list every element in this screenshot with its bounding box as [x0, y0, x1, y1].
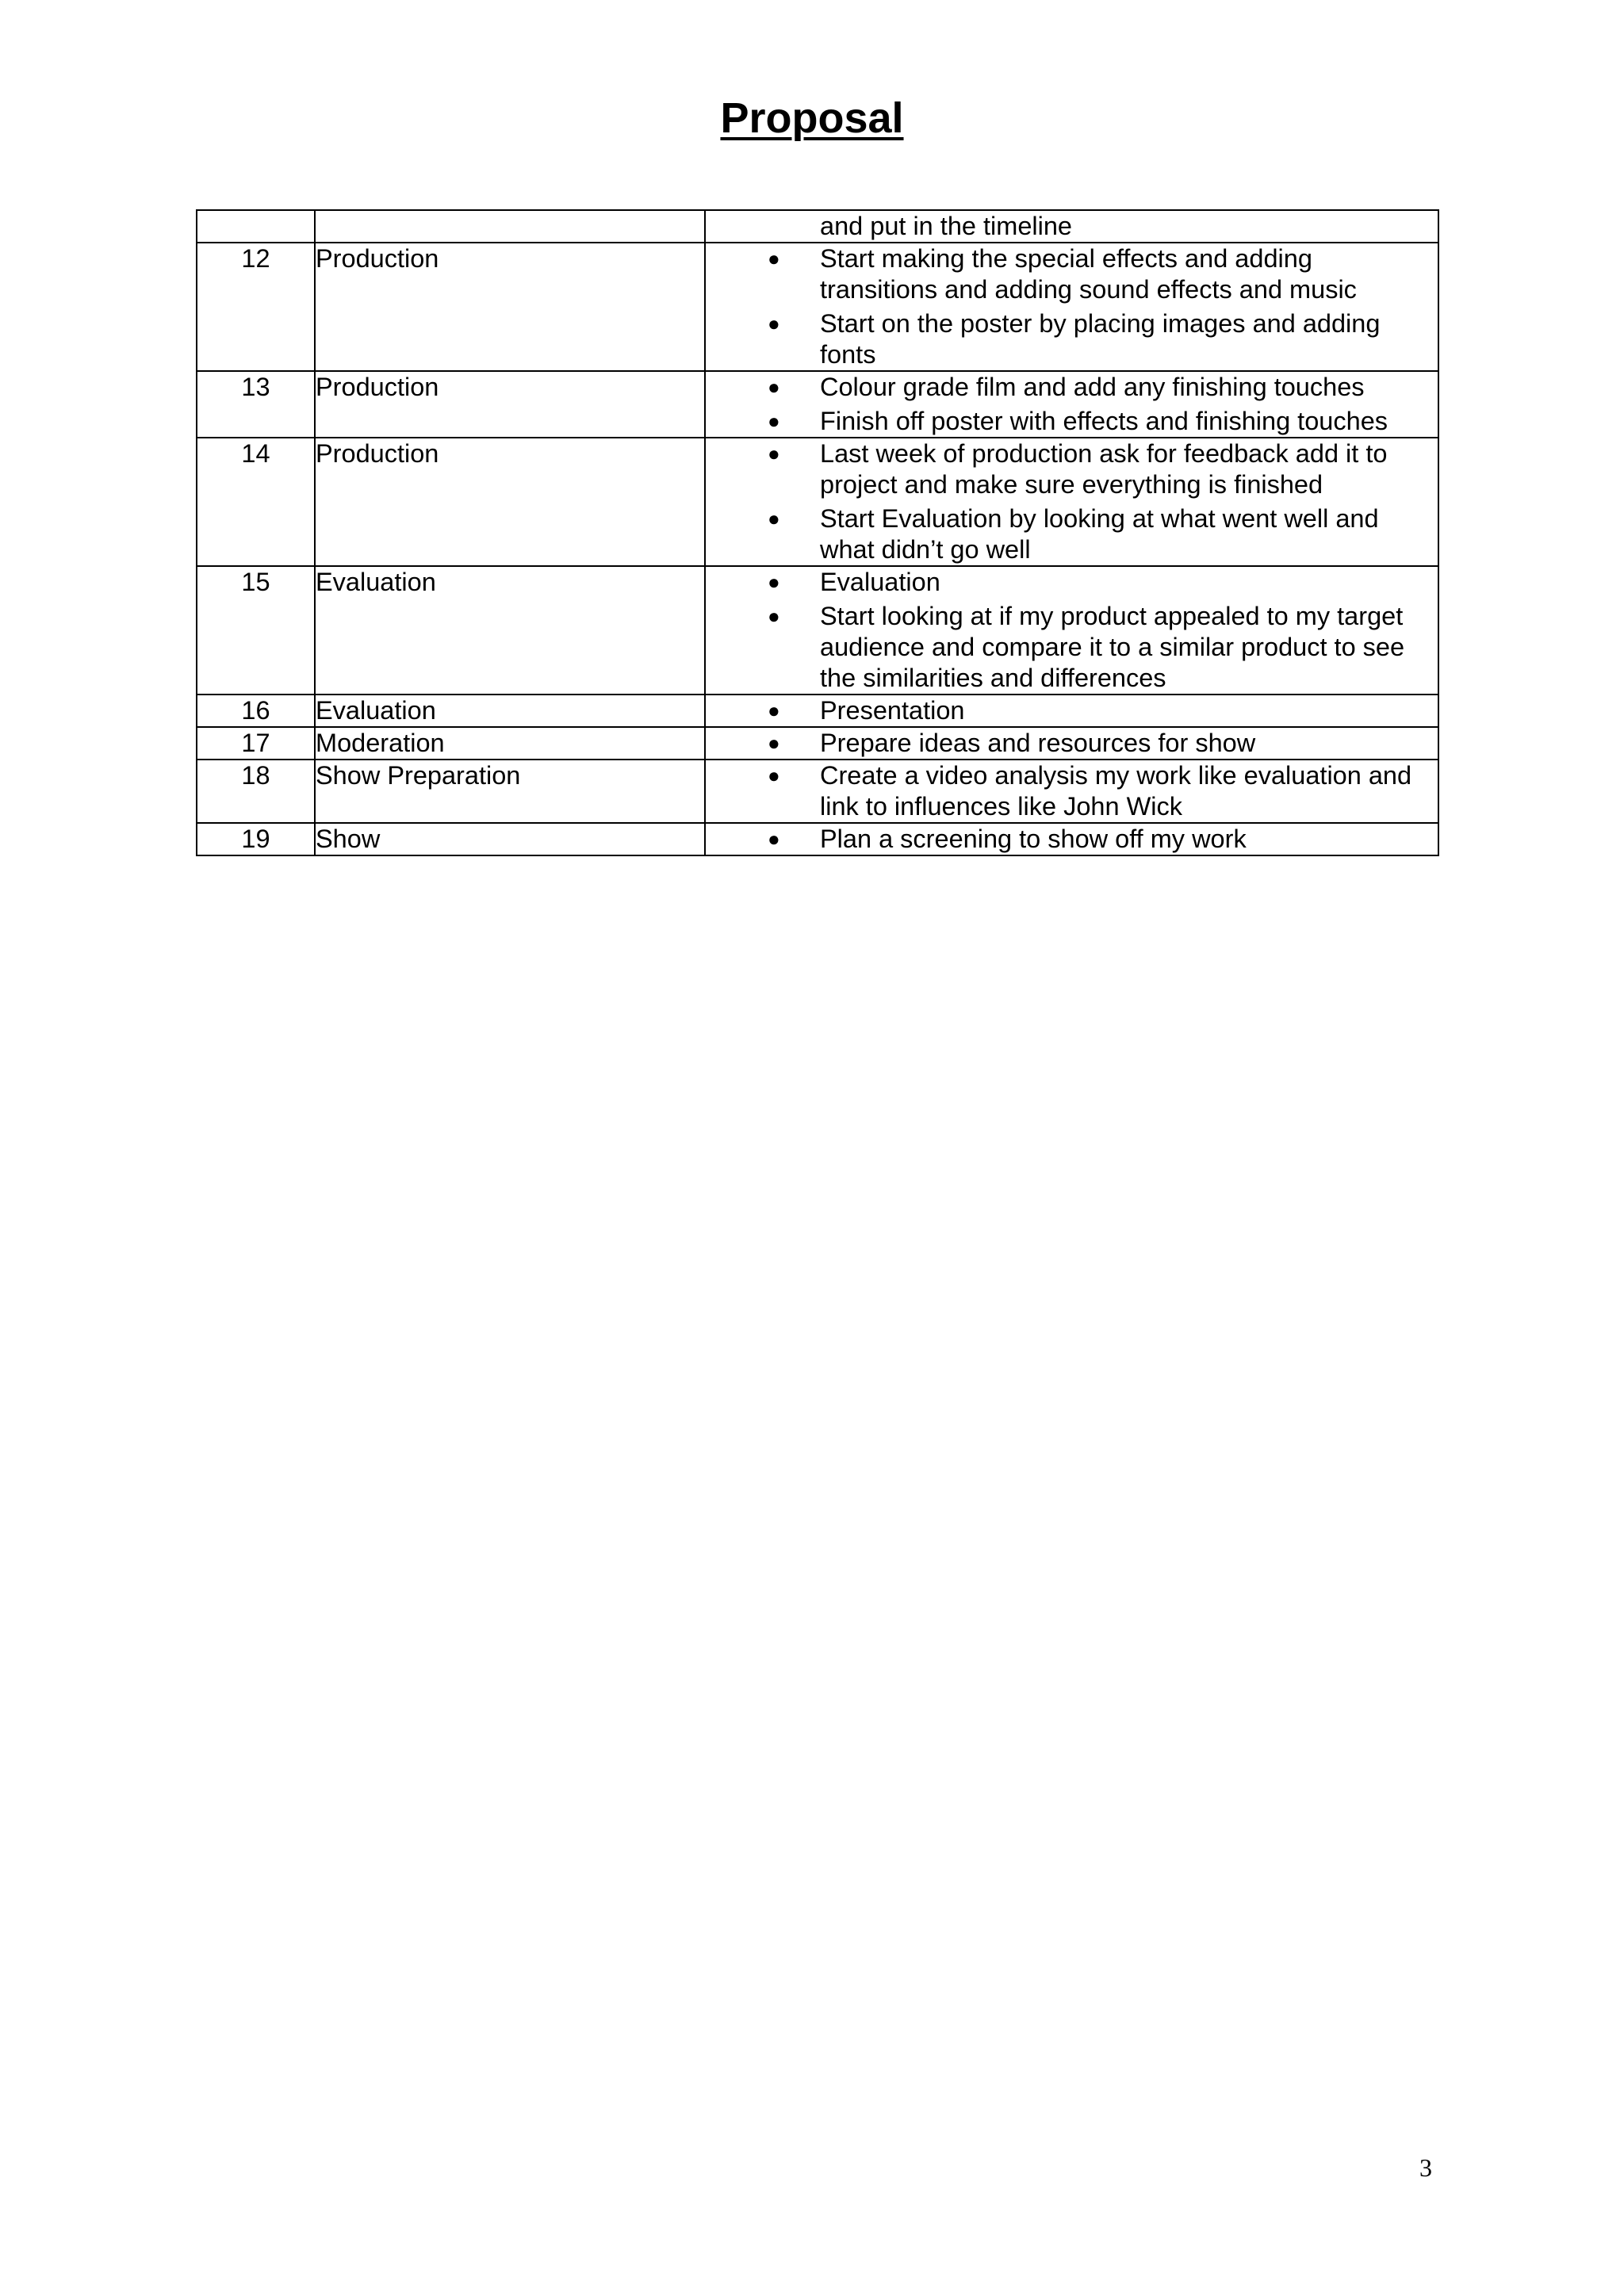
bullet-icon: ●	[768, 247, 780, 270]
week-cell	[197, 210, 315, 243]
table-row	[197, 695, 1438, 727]
task-list	[706, 728, 1438, 759]
bullet-icon: ●	[768, 698, 780, 722]
bullet-icon: ●	[768, 827, 780, 851]
table-row	[197, 438, 1438, 566]
phase-cell	[315, 210, 705, 243]
tasks-cell	[705, 760, 1438, 823]
task-text: Create a video analysis my work like evaluation and link to influences like John Wick	[820, 761, 1412, 821]
task-item	[706, 243, 1430, 305]
task-text: and put in the timeline	[820, 212, 1072, 240]
task-item	[706, 728, 1430, 759]
table-row	[197, 760, 1438, 823]
task-text: Start Evaluation by looking at what went well and what didn’t go well	[820, 504, 1379, 564]
week-cell: 14	[197, 438, 315, 566]
tasks-cell	[705, 210, 1438, 243]
page-number: 3	[1419, 2153, 1432, 2182]
task-item	[706, 601, 1430, 694]
week-cell: 19	[197, 823, 315, 855]
task-list	[706, 695, 1438, 726]
schedule-table	[196, 209, 1439, 856]
week-cell: 15	[197, 566, 315, 695]
task-text: Finish off poster with effects and finishing touches	[820, 407, 1388, 435]
page-title: Proposal	[720, 94, 904, 142]
week-cell: 16	[197, 695, 315, 727]
table-row	[197, 371, 1438, 438]
task-text: Plan a screening to show off my work	[820, 825, 1247, 853]
bullet-icon: ●	[768, 604, 780, 628]
task-item	[706, 406, 1430, 437]
tasks-cell	[705, 823, 1438, 855]
schedule-table-body	[197, 210, 1438, 855]
task-text: Start looking at if my product appealed to my target audience and compare it to a similar product to see the similarities and differences	[820, 602, 1405, 692]
table-row	[197, 727, 1438, 760]
tasks-cell	[705, 695, 1438, 727]
bullet-icon: ●	[768, 442, 780, 465]
tasks-cell	[705, 727, 1438, 760]
table-row	[197, 823, 1438, 855]
task-item	[706, 372, 1430, 403]
tasks-cell	[705, 438, 1438, 566]
task-item	[706, 760, 1430, 822]
phase-cell: Show Preparation	[315, 760, 705, 823]
week-cell: 13	[197, 371, 315, 438]
task-list	[706, 438, 1438, 565]
bullet-icon: ●	[768, 731, 780, 755]
task-text: Start making the special effects and adding transitions and adding sound effects and music	[820, 244, 1357, 304]
week-cell: 12	[197, 243, 315, 371]
phase-cell: Evaluation	[315, 695, 705, 727]
tasks-cell	[705, 566, 1438, 695]
task-item	[706, 503, 1430, 565]
phase-cell: Show	[315, 823, 705, 855]
task-list	[706, 372, 1438, 437]
task-list	[706, 567, 1438, 694]
task-item	[706, 567, 1430, 598]
tasks-cell	[705, 243, 1438, 371]
bullet-icon: ●	[768, 312, 780, 335]
table-row	[197, 243, 1438, 371]
tasks-cell	[705, 371, 1438, 438]
bullet-icon: ●	[768, 375, 780, 399]
task-item	[706, 211, 1430, 242]
phase-cell: Moderation	[315, 727, 705, 760]
task-text: Prepare ideas and resources for show	[820, 729, 1256, 757]
phase-cell: Production	[315, 438, 705, 566]
task-item	[706, 695, 1430, 726]
table-row	[197, 210, 1438, 243]
phase-cell: Evaluation	[315, 566, 705, 695]
task-text: Colour grade film and add any finishing touches	[820, 373, 1365, 401]
task-text: Last week of production ask for feedback add it to project and make sure everything is finished	[820, 439, 1388, 499]
task-list	[706, 211, 1438, 242]
phase-cell: Production	[315, 371, 705, 438]
task-list	[706, 760, 1438, 822]
week-cell: 17	[197, 727, 315, 760]
task-list	[706, 824, 1438, 855]
task-text: Evaluation	[820, 568, 940, 596]
task-text: Start on the poster by placing images and adding fonts	[820, 309, 1381, 369]
bullet-icon: ●	[768, 763, 780, 787]
task-item	[706, 308, 1430, 370]
bullet-icon: ●	[768, 507, 780, 530]
table-row	[197, 566, 1438, 695]
week-cell: 18	[197, 760, 315, 823]
bullet-icon: ●	[768, 409, 780, 433]
task-item	[706, 438, 1430, 500]
task-text: Presentation	[820, 696, 965, 725]
phase-cell: Production	[315, 243, 705, 371]
bullet-icon: ●	[768, 570, 780, 594]
task-list	[706, 243, 1438, 370]
task-item	[706, 824, 1430, 855]
